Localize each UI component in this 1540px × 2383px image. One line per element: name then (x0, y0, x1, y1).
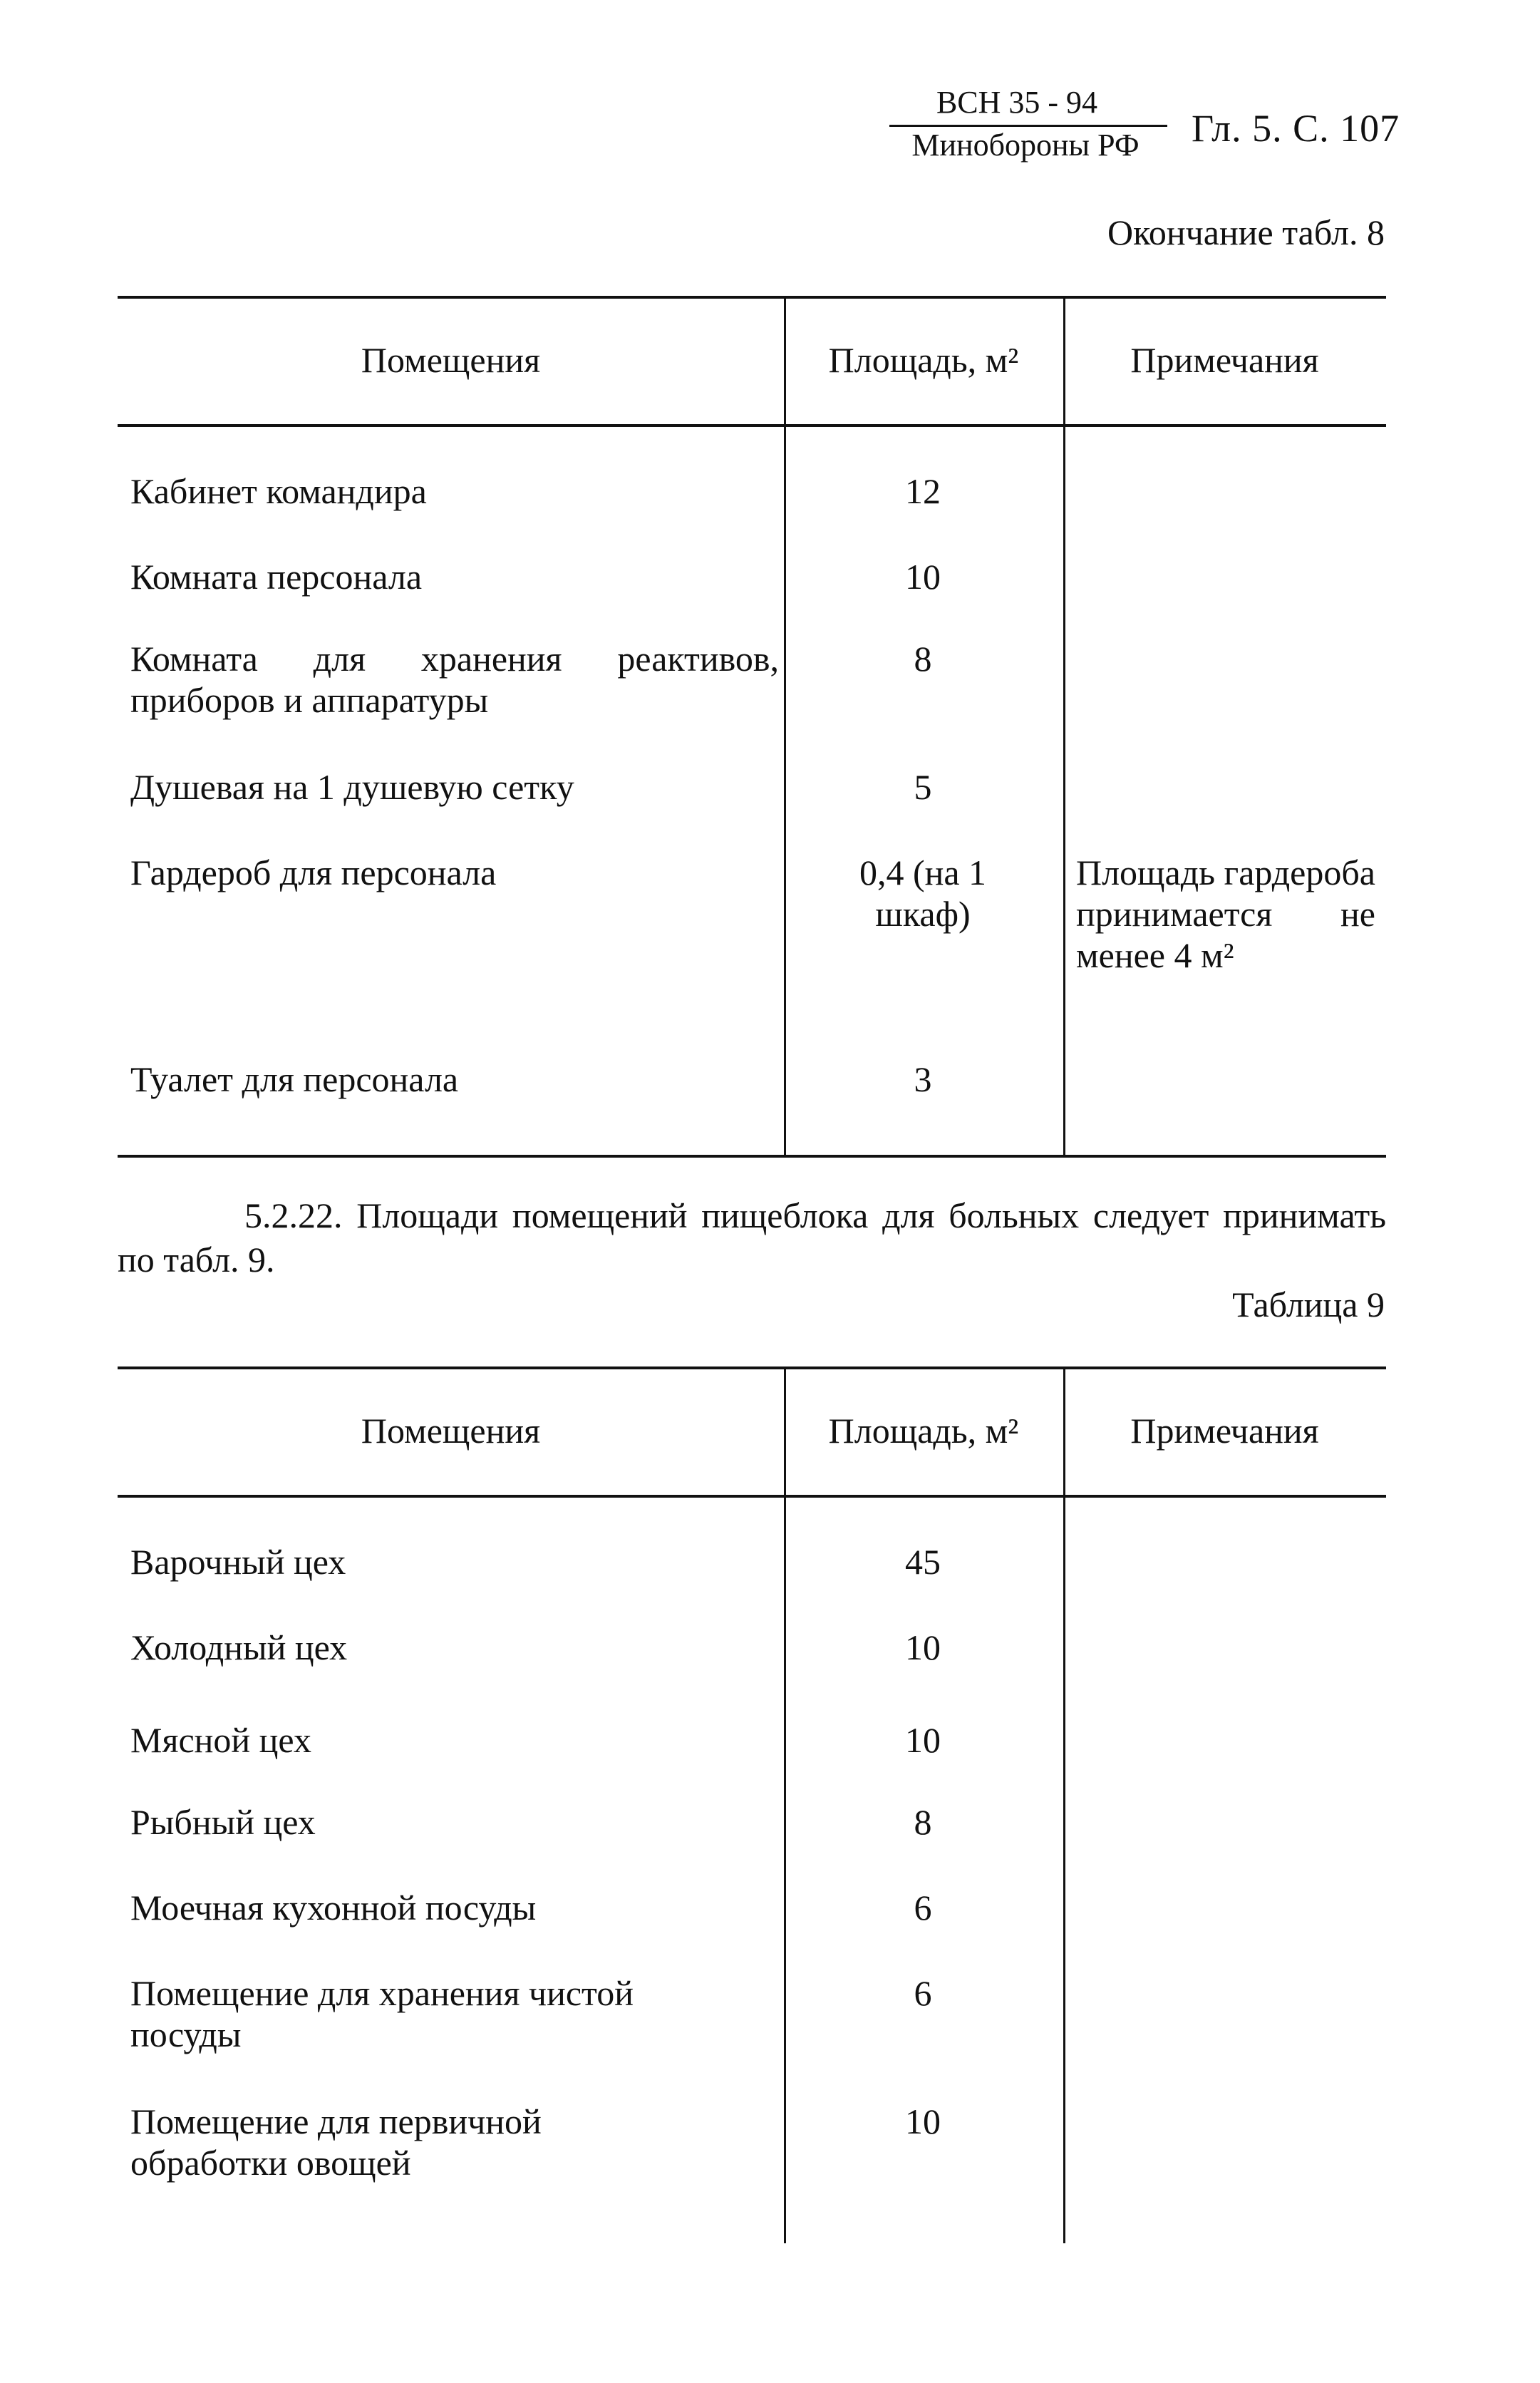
table-row-area: 45 (905, 1542, 941, 1582)
table-row-area: 12 (905, 471, 941, 511)
table-row-room: Кабинет командира (130, 471, 427, 511)
column-divider (1063, 1367, 1065, 2243)
table-row-room: Помещение для хранения чистой посуды (130, 1973, 634, 2054)
column-header-rooms: Помещения (361, 1411, 541, 1451)
column-header-rooms: Помещения (361, 340, 541, 380)
table-row-room: Рыбный цех (130, 1802, 316, 1842)
column-divider (784, 296, 786, 1156)
clause-paragraph: 5.2.22. Площади помещений пищеблока для больных следует принимать по табл. 9. (118, 1195, 1386, 1280)
table-row-note: Площадь гардероба принимается не менее 4 м² (1076, 853, 1375, 975)
table-row-room: Душевая на 1 душевую сетку (130, 767, 574, 807)
table-bottom-rule (118, 1155, 1386, 1158)
table8-caption: Окончание табл. 8 (1107, 212, 1385, 252)
document-code: ВСН 35 - 94 (936, 85, 1098, 120)
table-row-room: Помещение для первичной обработки овощей (130, 2101, 542, 2183)
table-8 (118, 296, 1386, 1158)
column-header-area: Площадь, м² (828, 340, 1019, 380)
column-divider (784, 1367, 786, 2243)
document-organization: Минобороны РФ (911, 128, 1140, 163)
table-header-rule (118, 424, 1386, 427)
table-row-area: 10 (905, 557, 941, 597)
table-row-room: Комната для хранения реактивов, приборов и аппаратуры (130, 639, 779, 720)
table-row-area: 0,4 (на 1 шкаф) (859, 853, 987, 934)
column-header-notes: Примечания (1130, 340, 1319, 380)
table-row-room: Гардероб для персонала (130, 853, 497, 892)
table-row-room: Комната персонала (130, 557, 423, 597)
table-row-room: Мясной цех (130, 1720, 311, 1760)
table-row-area: 10 (905, 1720, 941, 1760)
table-row-room: Моечная кухонной посуды (130, 1888, 537, 1927)
table-row-area: 3 (914, 1059, 932, 1099)
table-row-area: 5 (914, 767, 932, 807)
table-row-area: 6 (914, 1973, 932, 2013)
table-row-room: Холодный цех (130, 1627, 348, 1667)
table-row-room: Туалет для персонала (130, 1059, 459, 1099)
table-row-area: 10 (905, 1627, 941, 1667)
table-header-rule (118, 1495, 1386, 1498)
column-header-area: Площадь, м² (828, 1411, 1019, 1451)
table-row-area: 6 (914, 1888, 932, 1927)
table-top-rule (118, 296, 1386, 299)
column-header-notes: Примечания (1130, 1411, 1319, 1451)
table-9 (118, 1367, 1386, 2250)
chapter-page-reference: Гл. 5. С. 107 (1192, 107, 1400, 150)
column-divider (1063, 296, 1065, 1156)
table-row-room: Варочный цех (130, 1542, 346, 1582)
table-row-area: 8 (914, 1802, 932, 1842)
table-top-rule (118, 1367, 1386, 1369)
table-row-area: 8 (914, 639, 932, 679)
table9-caption: Таблица 9 (1232, 1285, 1385, 1324)
table-row-area: 10 (905, 2101, 941, 2141)
